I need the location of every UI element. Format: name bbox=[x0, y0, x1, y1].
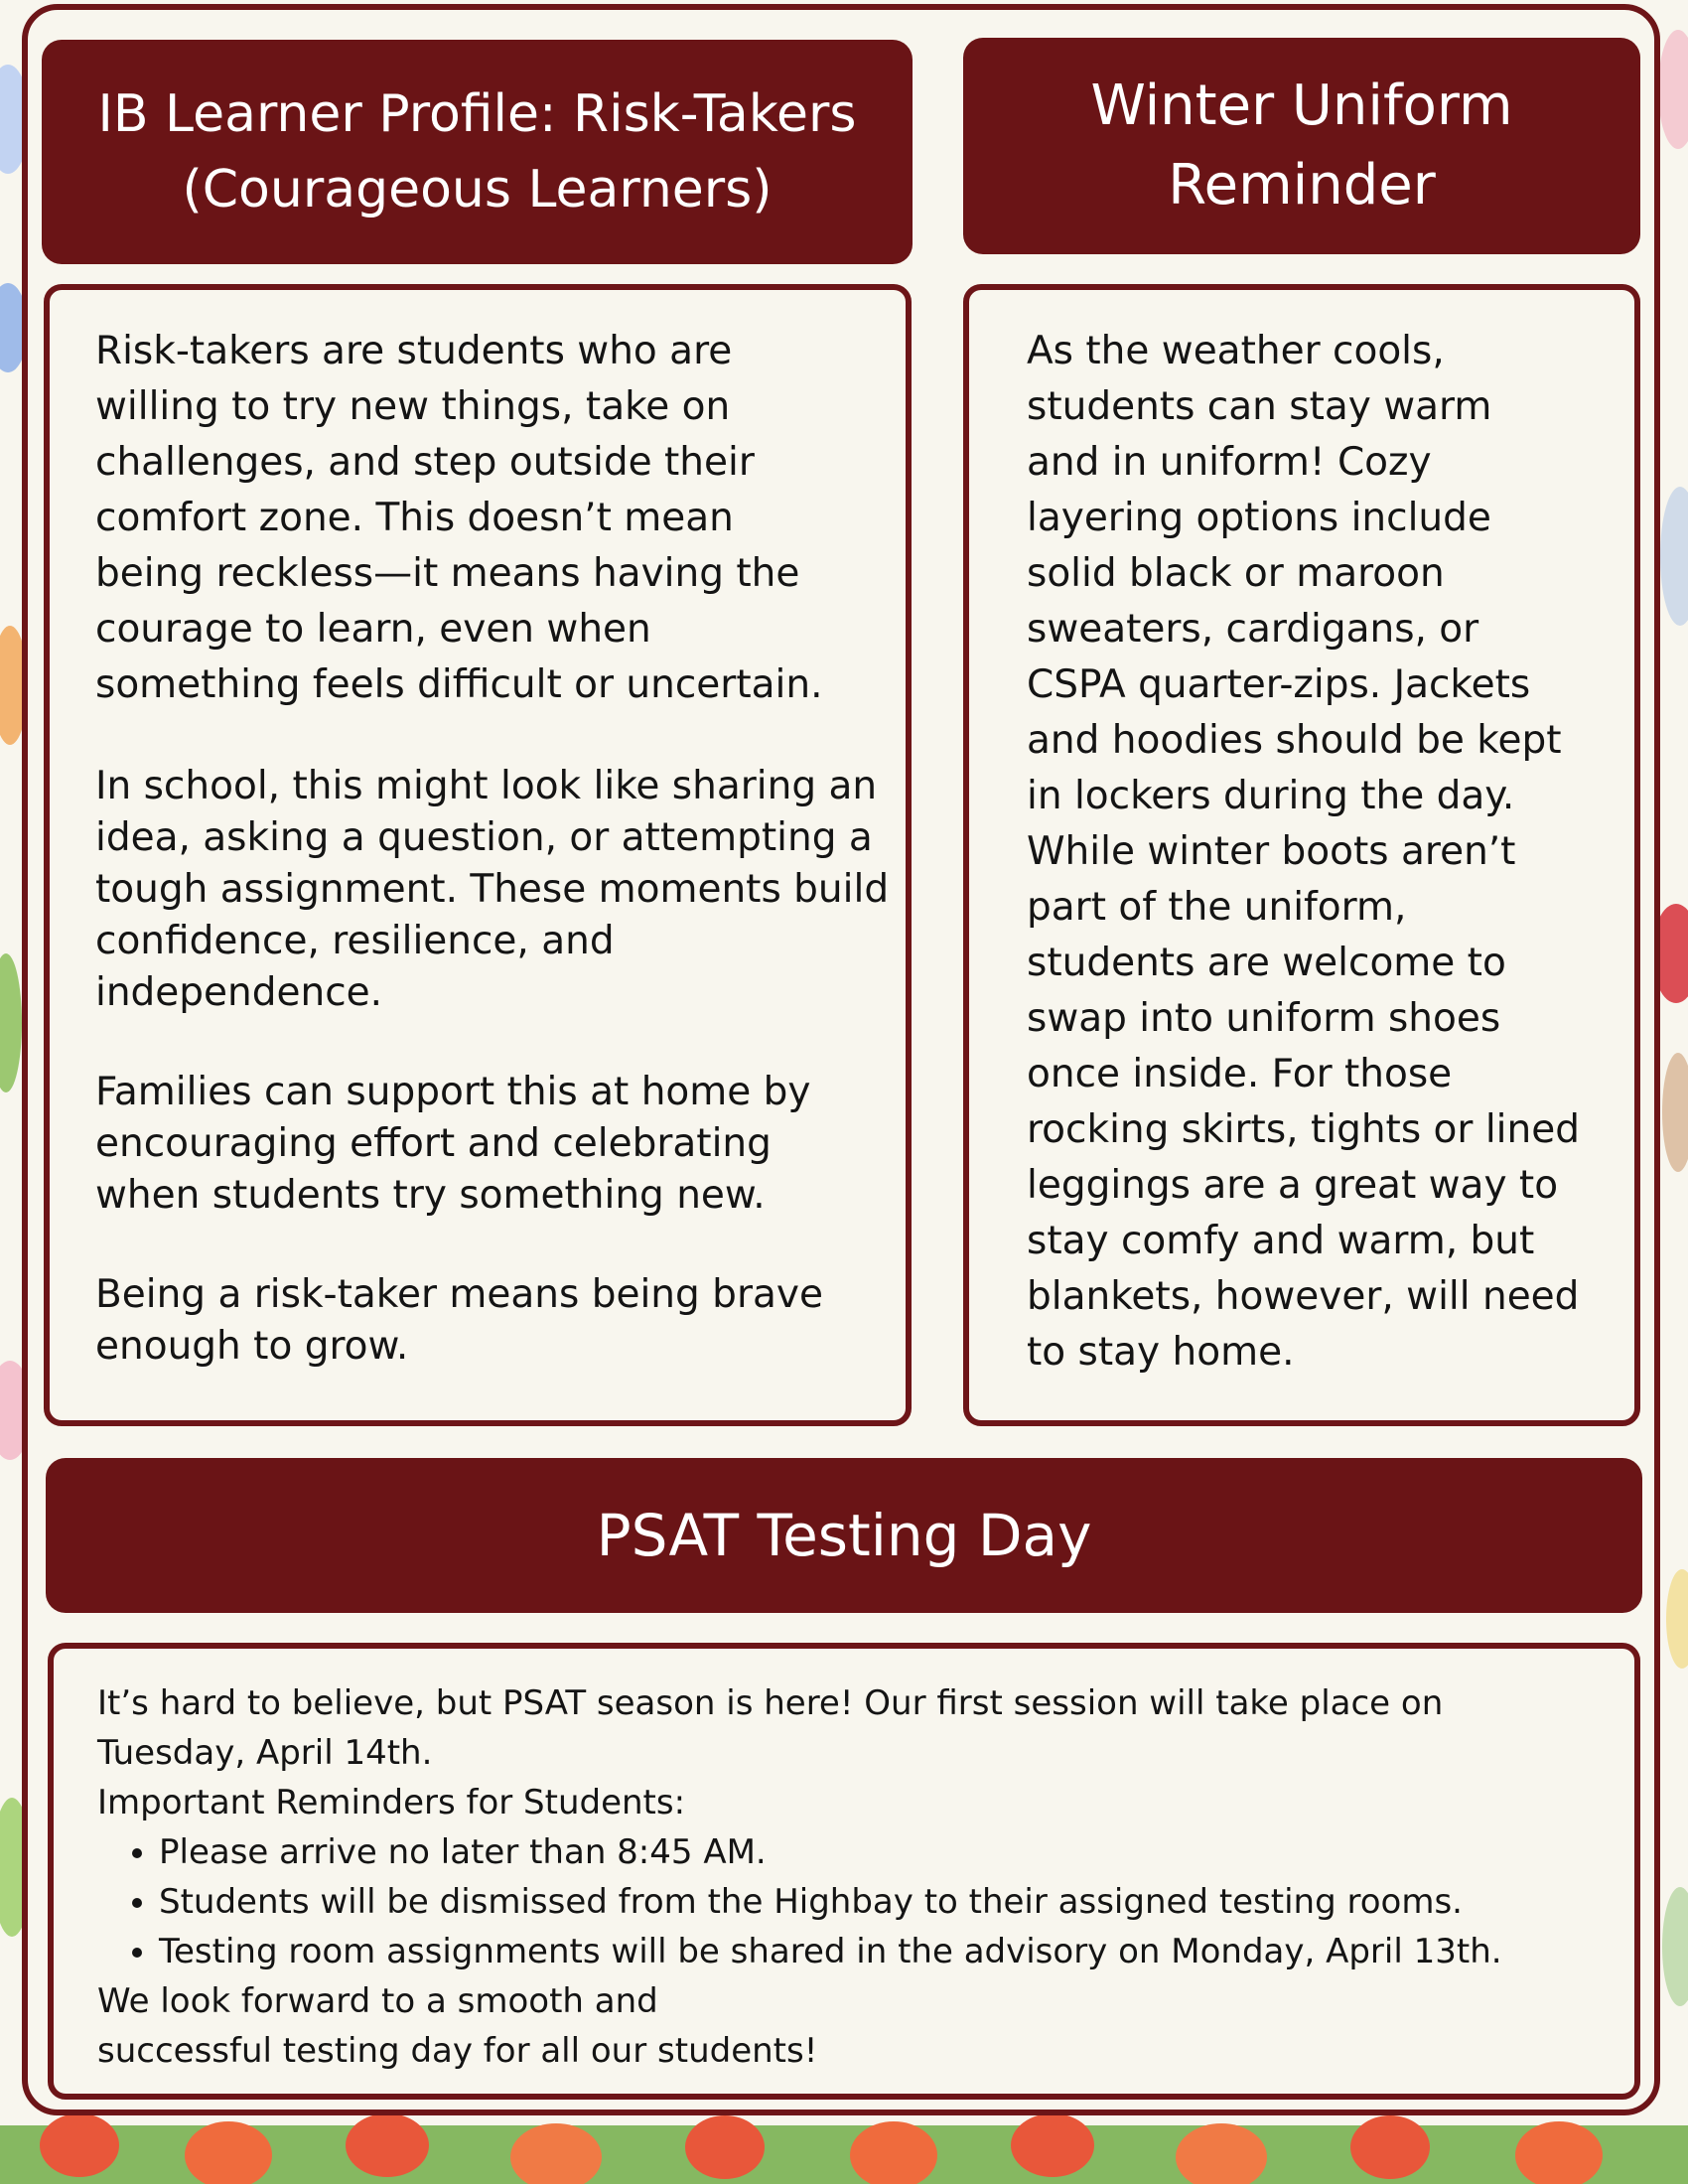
text-line: In school, this might look like sharing an bbox=[95, 764, 878, 808]
text-line: layering options include bbox=[1027, 496, 1491, 540]
text-line: enough to grow. bbox=[95, 1324, 409, 1369]
text-line: and in uniform! Cozy bbox=[1027, 440, 1432, 485]
risk-takers-paragraph-4 bbox=[95, 1269, 906, 1373]
text-line: CSPA quarter-zips. Jackets bbox=[1027, 662, 1531, 707]
text-line: idea, asking a question, or attempting a bbox=[95, 815, 873, 860]
psat-closing-line2: successful testing day for all our students! bbox=[97, 2031, 818, 2071]
text-line: something feels difficult or uncertain. bbox=[95, 662, 823, 707]
list-item: • Please arrive no later than 8:45 AM. bbox=[159, 1827, 1634, 1877]
risk-takers-paragraph-3 bbox=[95, 1067, 906, 1222]
text-line: encouraging effort and celebrating bbox=[95, 1121, 772, 1166]
psat-reminders-list bbox=[97, 1827, 1634, 1976]
text-line: and hoodies should be kept bbox=[1027, 718, 1562, 763]
risk-takers-header bbox=[42, 40, 913, 264]
list-item: • Testing room assignments will be shared in the advisory on Monday, April 13th. bbox=[159, 1927, 1634, 1976]
text-line: sweaters, cardigans, or bbox=[1027, 607, 1479, 652]
text-line: challenges, and step outside their bbox=[95, 440, 755, 485]
psat-header bbox=[46, 1458, 1642, 1613]
winter-uniform-title-line2: Reminder bbox=[1168, 153, 1436, 218]
risk-takers-title-line2: (Courageous Learners) bbox=[182, 160, 773, 219]
psat-intro-line1: It’s hard to believe, but PSAT season is here! Our first session will take place on bbox=[97, 1683, 1444, 1723]
list-item: • Students will be dismissed from the Highbay to their assigned testing rooms. bbox=[159, 1877, 1634, 1927]
text-line: stay comfy and warm, but bbox=[1027, 1219, 1535, 1263]
text-line: rocking skirts, tights or lined bbox=[1027, 1107, 1580, 1152]
text-line: confidence, resilience, and bbox=[95, 919, 615, 963]
text-line: While winter boots aren’t bbox=[1027, 829, 1516, 874]
bottom-flower-border bbox=[0, 2113, 1688, 2184]
text-line: to stay home. bbox=[1027, 1330, 1295, 1375]
text-line: in lockers during the day. bbox=[1027, 774, 1515, 818]
risk-takers-paragraph-1 bbox=[95, 324, 906, 713]
text-line: independence. bbox=[95, 970, 383, 1015]
text-line: students can stay warm bbox=[1027, 384, 1492, 429]
psat-reminders-heading: Important Reminders for Students: bbox=[97, 1783, 686, 1822]
risk-takers-paragraph-2 bbox=[95, 761, 906, 1019]
winter-uniform-header bbox=[963, 38, 1640, 254]
text-line: comfort zone. This doesn’t mean bbox=[95, 496, 734, 540]
text-line: students are welcome to bbox=[1027, 941, 1506, 985]
text-line: Being a risk-taker means being brave bbox=[95, 1272, 823, 1317]
psat-content bbox=[48, 1643, 1640, 2100]
risk-takers-content bbox=[44, 284, 912, 1426]
text-line: being reckless—it means having the bbox=[95, 551, 800, 596]
psat-closing-line1: We look forward to a smooth and bbox=[97, 1981, 658, 2021]
text-line: when students try something new. bbox=[95, 1173, 766, 1218]
text-line: tough assignment. These moments build bbox=[95, 867, 890, 912]
text-line: solid black or maroon bbox=[1027, 551, 1445, 596]
text-line: swap into uniform shoes bbox=[1027, 996, 1501, 1041]
text-line: As the weather cools, bbox=[1027, 329, 1445, 373]
winter-uniform-content bbox=[963, 284, 1640, 1426]
text-line: willing to try new things, take on bbox=[95, 384, 731, 429]
psat-title: PSAT Testing Day bbox=[596, 1502, 1092, 1569]
text-line: blankets, however, will need bbox=[1027, 1274, 1580, 1319]
text-line: part of the uniform, bbox=[1027, 885, 1407, 930]
winter-uniform-title-line1: Winter Uniform bbox=[1090, 73, 1513, 138]
text-line: Families can support this at home by bbox=[95, 1070, 811, 1114]
psat-intro-line2: Tuesday, April 14th. bbox=[97, 1733, 433, 1773]
text-line: once inside. For those bbox=[1027, 1052, 1453, 1096]
text-line: leggings are a great way to bbox=[1027, 1163, 1559, 1208]
text-line: courage to learn, even when bbox=[95, 607, 651, 652]
risk-takers-title-line1: IB Learner Profile: Risk-Takers bbox=[97, 84, 857, 144]
text-line: Risk-takers are students who are bbox=[95, 329, 733, 373]
